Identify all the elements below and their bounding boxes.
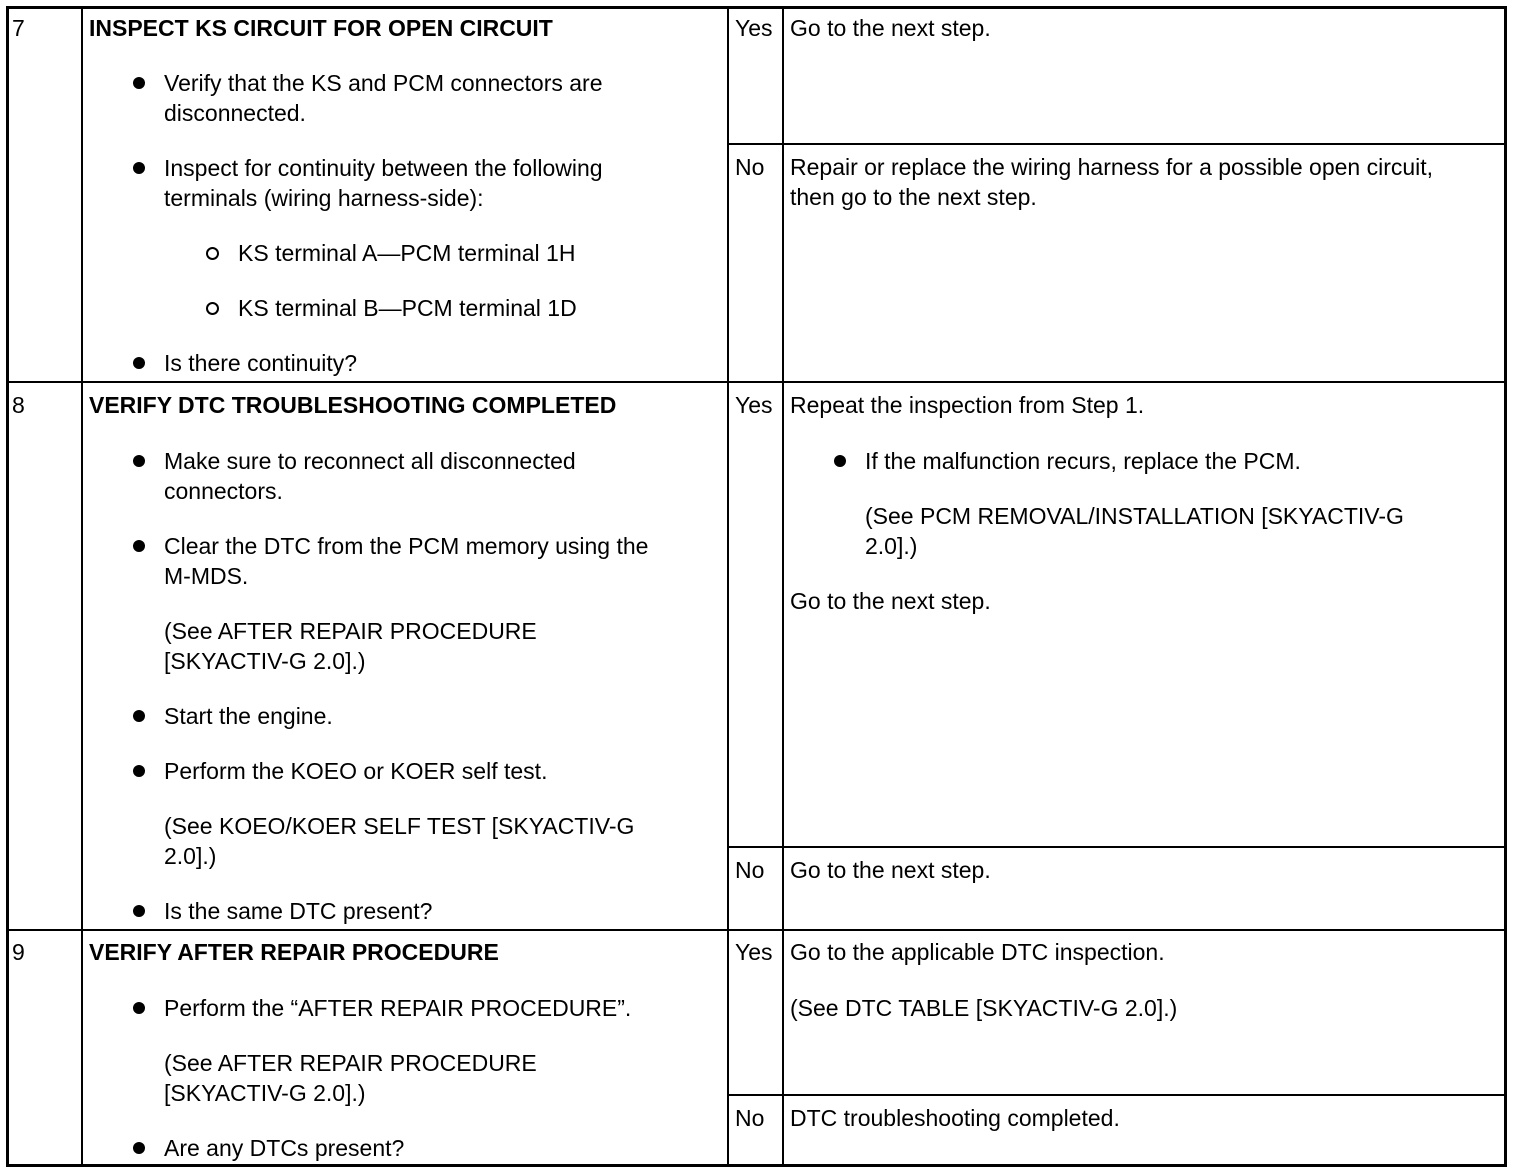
- result-no-label: No: [735, 1105, 765, 1131]
- sub-bullet-icon: [206, 302, 219, 315]
- bullet-icon: [133, 905, 145, 917]
- inspection-item: Perform the KOEO or KOER self test.: [164, 758, 548, 784]
- bullet-icon: [133, 540, 145, 552]
- inspection-item: Verify that the KS and PCM connectors are: [164, 70, 603, 96]
- inspection-item: connectors.: [164, 478, 283, 504]
- result-no-action: Repair or replace the wiring harness for a possible open circuit,: [790, 154, 1434, 180]
- step-title: VERIFY DTC TROUBLESHOOTING COMPLETED: [89, 392, 617, 418]
- bullet-icon: [133, 77, 145, 89]
- bullet-icon: [133, 1002, 145, 1014]
- reference-note: (See KOEO/KOER SELF TEST [SKYACTIV-G: [164, 813, 635, 839]
- inspection-item: Inspect for continuity between the following: [164, 155, 603, 181]
- result-yes-action: Go to the applicable DTC inspection.: [790, 939, 1165, 965]
- column-divider-inspection: [727, 7, 729, 1166]
- reference-note: 2.0].): [164, 843, 217, 869]
- column-divider-number: [81, 7, 83, 1166]
- bullet-icon: [133, 1142, 145, 1154]
- step-number: 9: [12, 939, 25, 965]
- result-yes-action: Repeat the inspection from Step 1.: [790, 392, 1145, 418]
- step-number: 7: [12, 15, 25, 41]
- reference-note: [SKYACTIV-G 2.0].): [164, 1080, 366, 1106]
- reference-note: (See PCM REMOVAL/INSTALLATION [SKYACTIV-G: [865, 503, 1404, 529]
- result-yes-action: Go to the next step.: [790, 15, 991, 41]
- inspection-item: Clear the DTC from the PCM memory using the: [164, 533, 649, 559]
- result-divider-step-9: [727, 1094, 1507, 1096]
- step-title: INSPECT KS CIRCUIT FOR OPEN CIRCUIT: [89, 15, 553, 41]
- result-divider-step-8: [727, 846, 1507, 848]
- terminal-pair: KS terminal B—PCM terminal 1D: [238, 295, 577, 321]
- result-yes-action: Go to the next step.: [790, 588, 991, 614]
- reference-note: 2.0].): [865, 533, 918, 559]
- bullet-icon: [133, 357, 145, 369]
- column-divider-result: [782, 7, 784, 1166]
- reference-note: [SKYACTIV-G 2.0].): [164, 648, 366, 674]
- step-number: 8: [12, 392, 25, 418]
- reference-note: (See DTC TABLE [SKYACTIV-G 2.0].): [790, 995, 1178, 1021]
- bullet-icon: [133, 710, 145, 722]
- bullet-icon: [133, 455, 145, 467]
- terminal-pair: KS terminal A—PCM terminal 1H: [238, 240, 576, 266]
- step-title: VERIFY AFTER REPAIR PROCEDURE: [89, 939, 499, 965]
- inspection-question: Are any DTCs present?: [164, 1135, 405, 1161]
- row-divider-step-8: [7, 381, 1507, 383]
- inspection-item: Perform the “AFTER REPAIR PROCEDURE”.: [164, 995, 632, 1021]
- result-no-label: No: [735, 857, 765, 883]
- result-no-label: No: [735, 154, 765, 180]
- result-no-action: Go to the next step.: [790, 857, 991, 883]
- reference-note: (See AFTER REPAIR PROCEDURE: [164, 618, 537, 644]
- bullet-icon: [133, 765, 145, 777]
- inspection-question: Is there continuity?: [164, 350, 358, 376]
- reference-note: (See AFTER REPAIR PROCEDURE: [164, 1050, 537, 1076]
- result-divider-step-7: [727, 143, 1507, 145]
- inspection-item: Make sure to reconnect all disconnected: [164, 448, 576, 474]
- bullet-icon: [133, 162, 145, 174]
- row-divider-step-9: [7, 929, 1507, 931]
- result-yes-label: Yes: [735, 15, 773, 41]
- bullet-icon: [834, 455, 846, 467]
- sub-bullet-icon: [206, 247, 219, 260]
- inspection-item: M-MDS.: [164, 563, 249, 589]
- inspection-item: terminals (wiring harness-side):: [164, 185, 484, 211]
- result-no-action: then go to the next step.: [790, 184, 1037, 210]
- inspection-item: Start the engine.: [164, 703, 333, 729]
- result-yes-item: If the malfunction recurs, replace the PCM.: [865, 448, 1301, 474]
- result-no-action: DTC troubleshooting completed.: [790, 1105, 1120, 1131]
- inspection-question: Is the same DTC present?: [164, 898, 433, 924]
- inspection-item: disconnected.: [164, 100, 306, 126]
- result-yes-label: Yes: [735, 392, 773, 418]
- result-yes-label: Yes: [735, 939, 773, 965]
